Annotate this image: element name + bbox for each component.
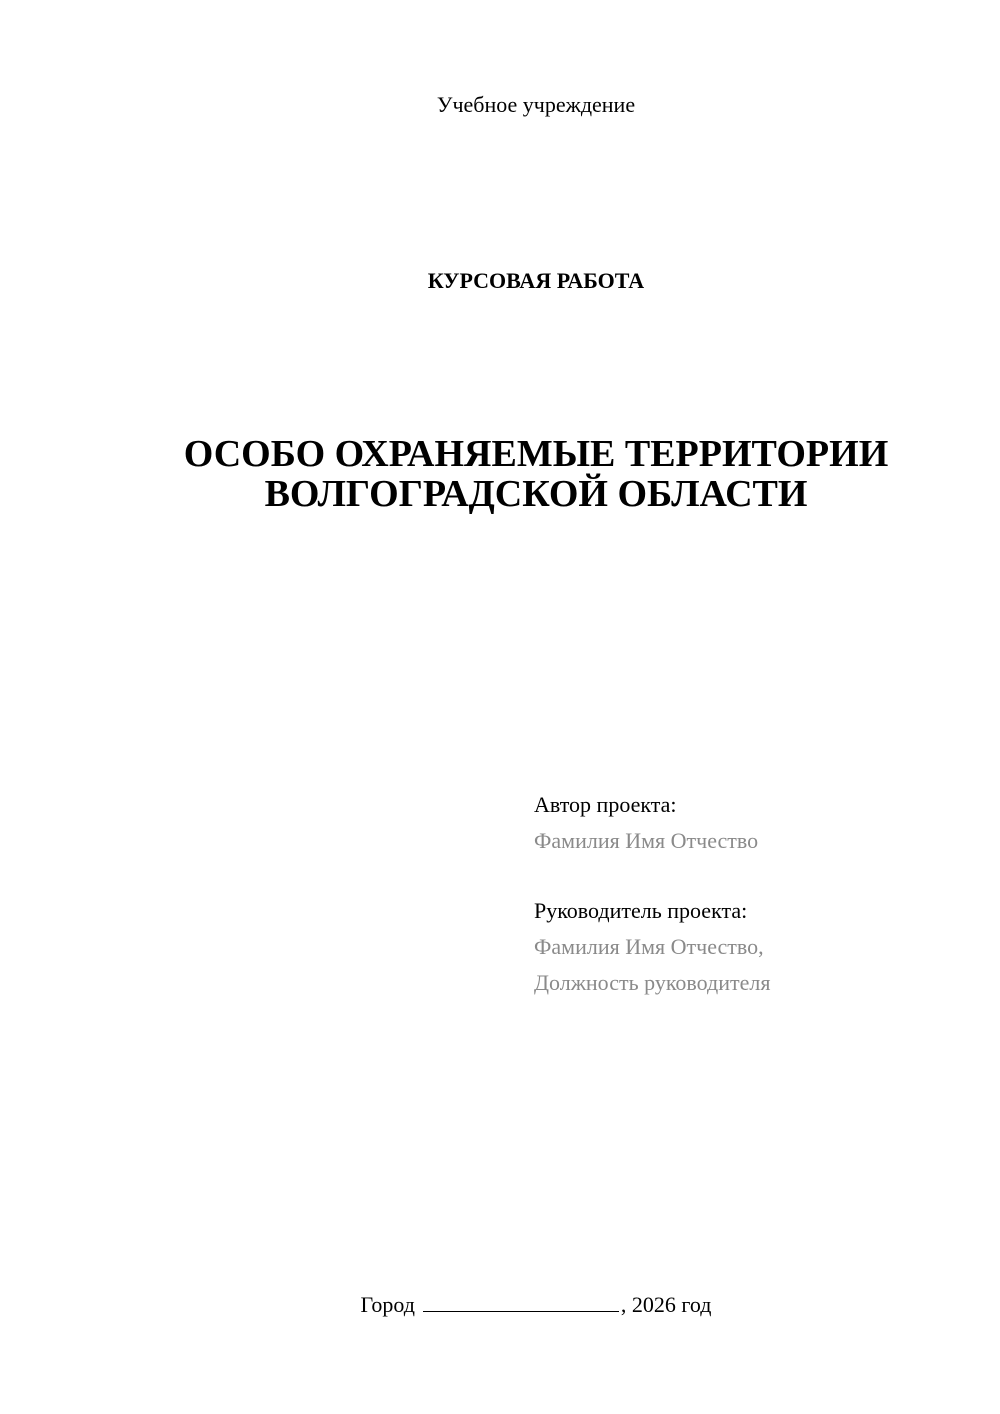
- author-name-placeholder: Фамилия Имя Отчество: [534, 828, 759, 853]
- title-line-2: ВОЛГОГРАДСКОЙ ОБЛАСТИ: [264, 473, 808, 515]
- institution-name: Учебное учреждение: [436, 92, 636, 117]
- supervisor-position-placeholder: Должность руководителя: [534, 970, 771, 995]
- authors-block: [534, 787, 974, 1001]
- city-blank-line: [423, 1291, 619, 1312]
- supervisor-label: Руководитель проекта:: [534, 898, 748, 923]
- block-gap: [534, 859, 974, 893]
- year-text: , 2026 год: [620, 1292, 712, 1317]
- supervisor-name-placeholder: Фамилия Имя Отчество,: [534, 934, 764, 959]
- city-label: Город: [360, 1292, 415, 1317]
- work-type: КУРСОВАЯ РАБОТА: [427, 268, 645, 293]
- city-year-line: [0, 1290, 1000, 1320]
- author-label: Автор проекта:: [534, 792, 677, 817]
- title-line-1: ОСОБО ОХРАНЯЕМЫЕ ТЕРРИТОРИИ: [183, 433, 889, 475]
- document-title: [0, 434, 1000, 514]
